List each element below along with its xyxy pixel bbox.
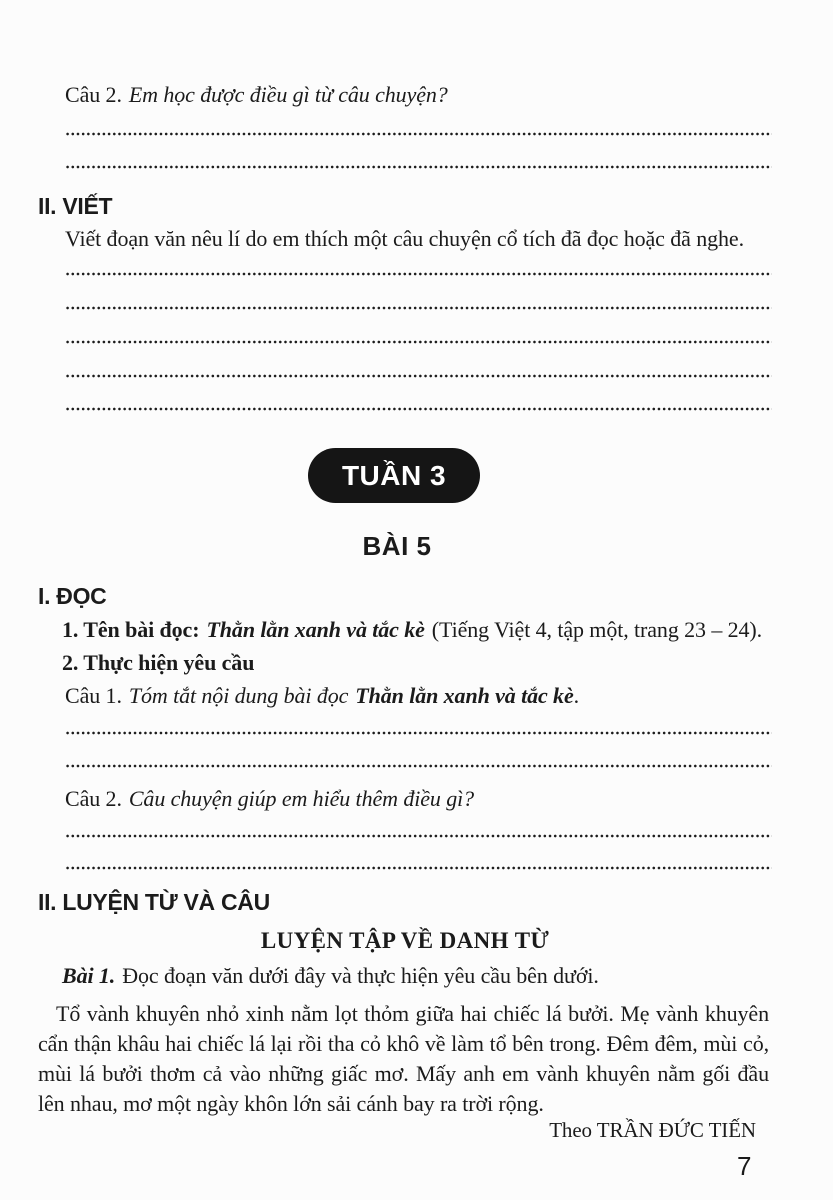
question-2-row-top (65, 82, 448, 108)
section-heading-viet: II. VIẾT (38, 193, 113, 219)
answer-line (65, 730, 772, 736)
question-label: Câu 2. (65, 786, 122, 811)
reading-item-1 (62, 617, 762, 643)
question-label: Câu 1. (65, 683, 122, 708)
answer-line (65, 833, 772, 839)
exercise-subheading: LUYỆN TẬP VỀ DANH TỪ (260, 928, 550, 953)
question-text: Em học được điều gì từ câu chuyện? (128, 82, 448, 107)
question-2-row (65, 786, 474, 812)
lesson-title: BÀI 5 (362, 531, 432, 561)
answer-line (65, 373, 772, 379)
reading-item-1-label: 1. Tên bài đọc: (62, 617, 200, 642)
answer-line (65, 271, 772, 277)
section-heading-ltvc: II. LUYỆN TỪ VÀ CÂU (38, 889, 270, 915)
question-text: Tóm tắt nội dung bài đọc (128, 683, 349, 708)
answer-line (65, 339, 772, 345)
exercise-1-row (62, 963, 599, 989)
answer-line (65, 164, 772, 170)
passage-attribution: Theo TRẦN ĐỨC TIẾN (549, 1118, 756, 1142)
answer-line (65, 865, 772, 871)
writing-prompt: Viết đoạn văn nêu lí do em thích một câu chuyện cổ tích đã đọc hoặc đã nghe. (65, 226, 744, 251)
exercise-1-text: Đọc đoạn văn dưới đây và thực hiện yêu cầu bên dưới. (122, 963, 599, 988)
exercise-1-label: Bài 1. (62, 963, 116, 988)
answer-line (65, 131, 772, 137)
answer-line (65, 406, 772, 412)
reading-title: Thằn lằn xanh và tắc kè (206, 617, 425, 642)
reading-passage: Tổ vành khuyên nhỏ xinh nằm lọt thỏm giữa hai chiếc lá bưởi. Mẹ vành khuyên cẩn thận khâu hai chiếc lá lại rồi tha cỏ khô về làm tổ bên trong. Đêm đêm, mùi cỏ, mùi lá bưởi thơm cả vào những giấc mơ. Mấy anh em vành khuyên nằm gối đầu lên nhau, mơ một ngày khôn lớn sải cánh bay ra trời rộng. (38, 1001, 769, 1116)
question-label: Câu 2. (65, 82, 122, 107)
section-heading-doc: I. ĐỌC (38, 583, 107, 609)
page-number: 7 (737, 1151, 752, 1181)
answer-line (65, 763, 772, 769)
answer-line (65, 305, 772, 311)
week-badge-label: TUẦN 3 (341, 459, 447, 491)
reading-source: (Tiếng Việt 4, tập một, trang 23 – 24). (431, 617, 763, 642)
question-text: Câu chuyện giúp em hiểu thêm điều gì? (128, 786, 475, 811)
reading-title: Thằn lằn xanh và tắc kè (355, 683, 574, 708)
week-badge (308, 448, 480, 503)
reading-item-2: 2. Thực hiện yêu cầu (62, 650, 255, 675)
question-1-row (65, 683, 579, 709)
question-period: . (573, 683, 580, 708)
